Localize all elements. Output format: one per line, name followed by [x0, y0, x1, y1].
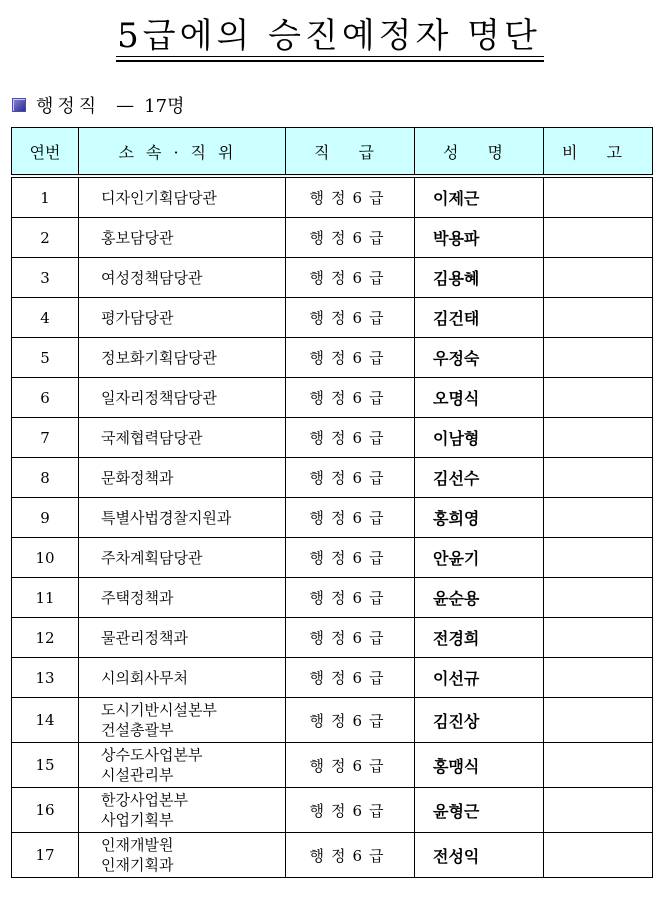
- row-name: 김건태: [415, 298, 544, 338]
- section-count: 17명: [144, 96, 185, 117]
- row-rank: 행정6급: [286, 176, 415, 218]
- row-name: 윤형근: [415, 788, 544, 833]
- department-line: 일자리정책담당관: [101, 388, 217, 407]
- department-line: 평가담당관: [101, 308, 174, 327]
- department-line: 디자인기획담당관: [101, 188, 217, 207]
- row-note: [544, 833, 653, 878]
- row-number: 16: [12, 788, 79, 833]
- row-note: [544, 258, 653, 298]
- row-note: [544, 618, 653, 658]
- table-row: [12, 618, 653, 658]
- row-department: [79, 833, 286, 878]
- row-name: 전경희: [415, 618, 544, 658]
- row-rank: 행정6급: [286, 698, 415, 743]
- table-row: [12, 743, 653, 788]
- table-row: [12, 788, 653, 833]
- row-name: 김용혜: [415, 258, 544, 298]
- row-number: 1: [12, 176, 79, 218]
- department-line: 홍보담당관: [101, 228, 174, 247]
- department-line: 정보화기획담당관: [101, 348, 217, 367]
- row-note: [544, 788, 653, 833]
- row-name: 오명식: [415, 378, 544, 418]
- department-line: 건설총괄부: [101, 721, 174, 739]
- section-dash: —: [116, 94, 135, 116]
- row-number: 2: [12, 218, 79, 258]
- row-note: [544, 176, 653, 218]
- row-department: [79, 658, 286, 698]
- department-line: 주택정책과: [101, 588, 174, 607]
- row-department: [79, 743, 286, 788]
- row-note: [544, 578, 653, 618]
- table-row: [12, 378, 653, 418]
- row-number: 14: [12, 698, 79, 743]
- row-note: [544, 658, 653, 698]
- department-line: 주차계획담당관: [101, 548, 203, 567]
- row-department: [79, 618, 286, 658]
- row-note: [544, 458, 653, 498]
- table-row: [12, 176, 653, 218]
- department-line: 도시기반시설본부: [101, 701, 217, 719]
- table-row: [12, 578, 653, 618]
- row-department: [79, 298, 286, 338]
- row-name: 전성익: [415, 833, 544, 878]
- row-rank: 행정6급: [286, 743, 415, 788]
- row-department: [79, 788, 286, 833]
- row-department: [79, 378, 286, 418]
- department-line: 물관리정책과: [101, 628, 188, 647]
- row-rank: 행정6급: [286, 498, 415, 538]
- table-body: [12, 176, 653, 878]
- table-header-row: [12, 128, 653, 177]
- header-note: 비 고: [544, 128, 653, 177]
- department-line: 여성정책담당관: [101, 268, 203, 287]
- row-number: 9: [12, 498, 79, 538]
- table-row: [12, 698, 653, 743]
- row-name: 홍맹식: [415, 743, 544, 788]
- row-department: [79, 458, 286, 498]
- row-number: 3: [12, 258, 79, 298]
- header-dept: 소속·직위: [79, 128, 286, 177]
- row-note: [544, 418, 653, 458]
- department-line: 상수도사업본부: [101, 746, 203, 764]
- row-note: [544, 338, 653, 378]
- row-note: [544, 298, 653, 338]
- table-row: [12, 498, 653, 538]
- row-rank: 행정6급: [286, 538, 415, 578]
- row-number: 10: [12, 538, 79, 578]
- table-row: [12, 258, 653, 298]
- row-name: 이선규: [415, 658, 544, 698]
- department-line: 인재기획과: [101, 856, 174, 874]
- title-underline-thick: [116, 60, 544, 62]
- row-name: 안윤기: [415, 538, 544, 578]
- row-number: 15: [12, 743, 79, 788]
- row-note: [544, 498, 653, 538]
- row-number: 7: [12, 418, 79, 458]
- row-number: 8: [12, 458, 79, 498]
- row-rank: 행정6급: [286, 418, 415, 458]
- row-name: 이남형: [415, 418, 544, 458]
- header-rank: 직 급: [286, 128, 415, 177]
- row-note: [544, 698, 653, 743]
- header-name: 성 명: [415, 128, 544, 177]
- row-department: [79, 578, 286, 618]
- row-number: 11: [12, 578, 79, 618]
- row-rank: 행정6급: [286, 258, 415, 298]
- department-line: 시의회사무처: [101, 668, 188, 687]
- row-rank: 행정6급: [286, 338, 415, 378]
- row-note: [544, 538, 653, 578]
- department-line: 인재개발원: [101, 836, 174, 854]
- section-name: 행정직: [36, 96, 101, 117]
- department-line: 한강사업본부: [101, 791, 188, 809]
- square-bullet-icon: [12, 98, 26, 112]
- row-number: 17: [12, 833, 79, 878]
- promotion-table: [11, 127, 653, 878]
- department-line: 시설관리부: [101, 766, 174, 784]
- header-no: 연번: [12, 128, 79, 177]
- department-line: 국제협력담당관: [101, 428, 203, 447]
- row-name: 홍희영: [415, 498, 544, 538]
- table-row: [12, 458, 653, 498]
- row-rank: 행정6급: [286, 578, 415, 618]
- row-name: 김선수: [415, 458, 544, 498]
- row-rank: 행정6급: [286, 378, 415, 418]
- row-number: 13: [12, 658, 79, 698]
- row-department: [79, 338, 286, 378]
- table-row: [12, 338, 653, 378]
- row-name: 박용파: [415, 218, 544, 258]
- row-department: [79, 258, 286, 298]
- row-rank: 행정6급: [286, 298, 415, 338]
- table-row: [12, 218, 653, 258]
- table-row: [12, 658, 653, 698]
- row-note: [544, 218, 653, 258]
- row-rank: 행정6급: [286, 658, 415, 698]
- page-title: 5급에의 승진예정자 명단: [117, 16, 541, 56]
- row-rank: 행정6급: [286, 618, 415, 658]
- row-department: [79, 538, 286, 578]
- row-note: [544, 743, 653, 788]
- row-name: 김진상: [415, 698, 544, 743]
- row-rank: 행정6급: [286, 833, 415, 878]
- department-line: 특별사법경찰지원과: [101, 508, 232, 527]
- table-row: [12, 833, 653, 878]
- row-rank: 행정6급: [286, 788, 415, 833]
- title-underline: [116, 56, 544, 57]
- row-number: 4: [12, 298, 79, 338]
- table-row: [12, 538, 653, 578]
- section-heading: [12, 94, 184, 116]
- department-line: 사업기획부: [101, 811, 174, 829]
- row-number: 6: [12, 378, 79, 418]
- row-name: 이제근: [415, 176, 544, 218]
- row-rank: 행정6급: [286, 218, 415, 258]
- row-department: [79, 418, 286, 458]
- table-row: [12, 418, 653, 458]
- row-number: 12: [12, 618, 79, 658]
- row-department: [79, 176, 286, 218]
- row-rank: 행정6급: [286, 458, 415, 498]
- row-department: [79, 498, 286, 538]
- row-name: 윤순용: [415, 578, 544, 618]
- department-line: 문화정책과: [101, 468, 174, 487]
- row-note: [544, 378, 653, 418]
- table-row: [12, 298, 653, 338]
- row-department: [79, 218, 286, 258]
- row-name: 우정숙: [415, 338, 544, 378]
- row-number: 5: [12, 338, 79, 378]
- row-department: [79, 698, 286, 743]
